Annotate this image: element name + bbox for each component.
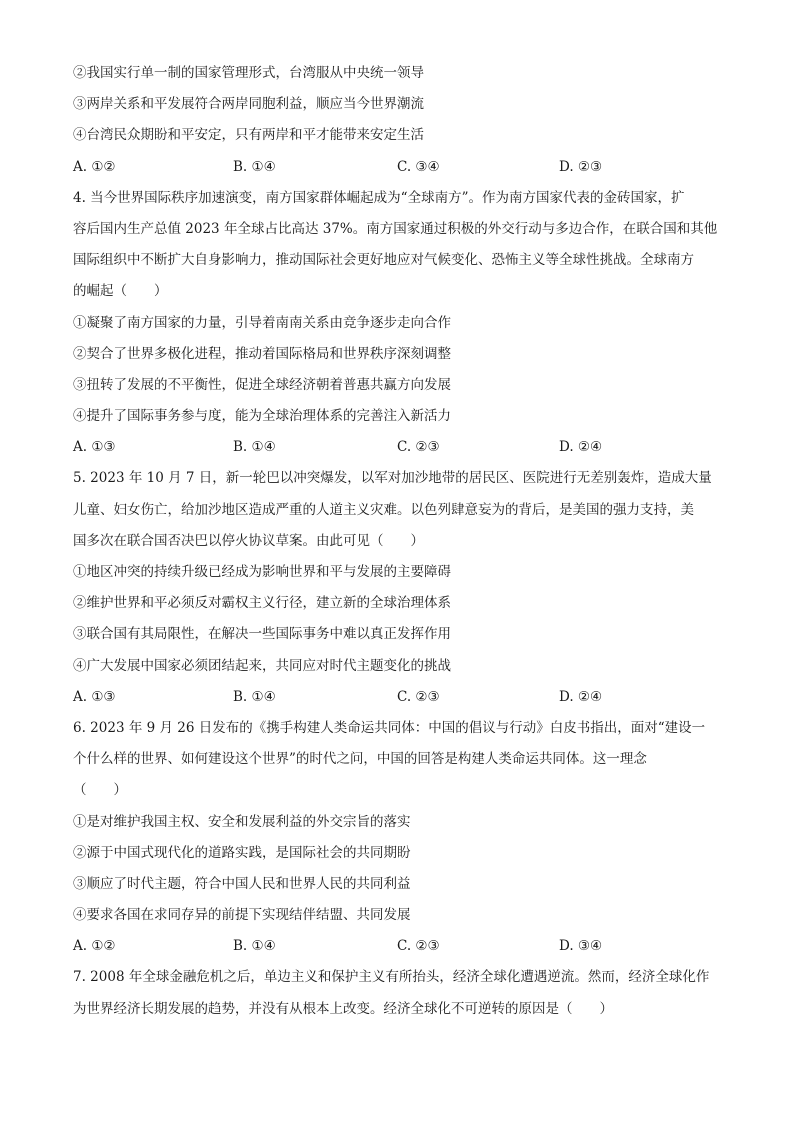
q6-statement-2: ②源于中国式现代化的道路实践，是国际社会的共同期盼 [73, 844, 411, 861]
q3-statement-2: ②我国实行单一制的国家管理形式，台湾服从中央统一领导 [73, 65, 424, 81]
q4-options [73, 436, 723, 458]
q5-option-b: B. ①④ [233, 688, 276, 705]
q4-stem-line-4: 的崛起（ ） [73, 283, 168, 300]
q6-option-b: B. ①④ [233, 938, 276, 955]
q5-option-d: D. ②④ [559, 688, 603, 705]
q4-option-d: D. ②④ [559, 439, 603, 456]
q5-statement-1: ①地区冲突的持续升级已经成为影响世界和平与发展的主要障碍 [73, 564, 451, 580]
q4-stem-line-2: 容后国内生产总值 2023 年全球占比高达 37%。南方国家通过积极的外交行动与多边合作，在联合国和其他 [73, 220, 718, 237]
q5-stem-line-3: 国多次在联合国否决巴以停火协议草案。由此可见（ ） [73, 532, 424, 549]
q4-statement-2: ②契合了世界多极化进程，推动着国际格局和世界秩序深刻调整 [73, 345, 451, 362]
q5-option-a: A. ①③ [73, 688, 116, 705]
q3-options [73, 156, 723, 178]
q4-option-b: B. ①④ [233, 439, 276, 456]
q6-option-d: D. ③④ [559, 938, 603, 955]
q6-stem-line-2: 个什么样的世界、如何建设这个世界”的时代之问，中国的回答是构建人类命运共同体。这一理念 [73, 751, 647, 768]
q6-option-a: A. ①② [73, 938, 116, 955]
q7-stem-line-2: 为世界经济长期发展的趋势，并没有从根本上改变。经济全球化不可逆转的原因是（ ） [73, 1000, 613, 1017]
q3-option-b: B. ①④ [233, 158, 276, 175]
q4-option-a: A. ①③ [73, 439, 116, 456]
q4-option-c: C. ②③ [397, 439, 440, 456]
q5-options [73, 686, 723, 708]
q5-stem-line-1: 5. 2023 年 10 月 7 日，新一轮巴以冲突爆发，以军对加沙地带的居民区、医院进行无差别轰炸，造成大量 [73, 470, 712, 487]
q6-statement-1: ①是对维护我国主权、安全和发展利益的外交宗旨的落实 [73, 813, 411, 830]
q6-options [73, 935, 723, 957]
q5-statement-3: ③联合国有其局限性，在解决一些国际事务中难以真正发挥作用 [73, 626, 451, 643]
question-content [73, 62, 723, 1029]
q3-option-d: D. ②③ [559, 158, 603, 175]
q5-option-c: C. ②③ [397, 688, 440, 705]
q3-option-c: C. ③④ [397, 158, 440, 175]
q6-statement-4: ④要求各国在求同存异的前提下实现结伴结盟、共同发展 [73, 907, 411, 924]
q6-option-c: C. ②③ [397, 938, 440, 955]
q6-stem-line-1: 6. 2023 年 9 月 26 日发布的《携手构建人类命运共同体：中国的倡议与行动》白皮书指出，面对“建设一 [73, 719, 706, 736]
q4-stem-line-1: 4. 当今世界国际秩序加速演变，南方国家群体崛起成为“全球南方”。作为南方国家代表的金砖国家，扩 [73, 189, 685, 206]
q6-statement-3: ③顺应了时代主题，符合中国人民和世界人民的共同利益 [73, 875, 411, 892]
q5-stem-line-2: 儿童、妇女伤亡，给加沙地区造成严重的人道主义灾难。以色列肆意妄为的背后，是美国的强力支持，美 [73, 501, 694, 518]
q4-statement-3: ③扭转了发展的不平衡性，促进全球经济朝着普惠共赢方向发展 [73, 376, 451, 393]
q4-statement-1: ①凝聚了南方国家的力量，引导着南南关系由竞争逐步走向合作 [73, 314, 451, 331]
q5-statement-4: ④广大发展中国家必须团结起来，共同应对时代主题变化的挑战 [73, 657, 451, 674]
q3-statement-4: ④台湾民众期盼和平安定，只有两岸和平才能带来安定生活 [73, 127, 424, 144]
q7-stem-line-1: 7. 2008 年全球金融危机之后，单边主义和保护主义有所抬头，经济全球化遭遇逆流。然而，经济全球化作 [73, 969, 710, 986]
q3-option-a: A. ①② [73, 158, 116, 175]
q3-statement-3: ③两岸关系和平发展符合两岸同胞利益，顺应当今世界潮流 [73, 96, 424, 113]
q5-statement-2: ②维护世界和平必须反对霸权主义行径，建立新的全球治理体系 [73, 595, 451, 612]
q6-stem-line-3: （ ） [73, 782, 127, 799]
q4-statement-4: ④提升了国际事务参与度，能为全球治理体系的完善注入新活力 [73, 408, 451, 425]
q4-stem-line-3: 国际组织中不断扩大自身影响力，推动国际社会更好地应对气候变化、恐怖主义等全球性挑战。全球南方 [73, 252, 694, 269]
